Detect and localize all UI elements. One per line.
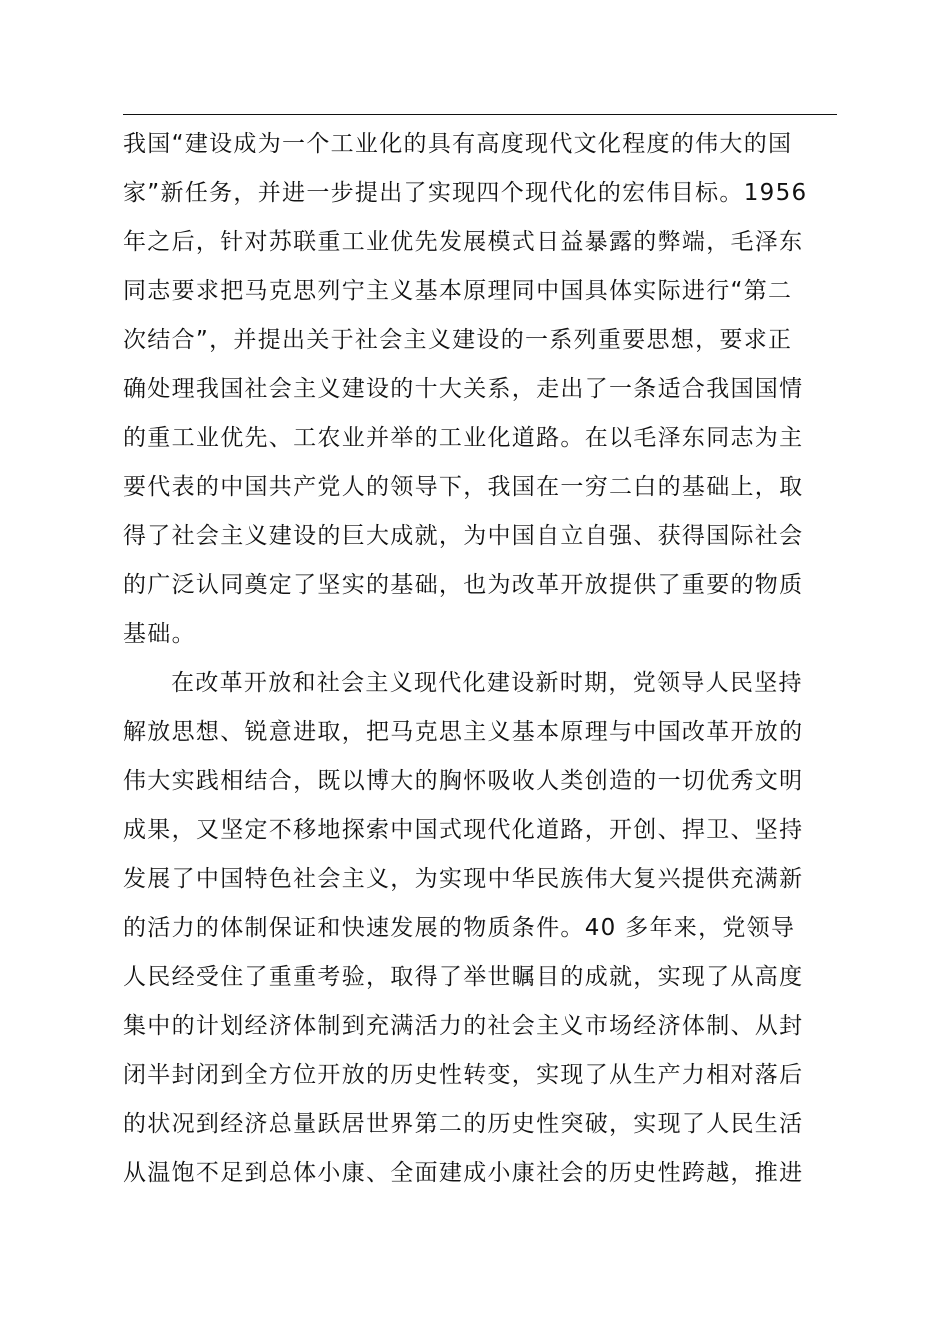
text-line: 确处理我国社会主义建设的十大关系，走出了一条适合我国国情 — [123, 376, 804, 402]
text-line: 同志要求把马克思列宁主义基本原理同中国具体实际进行“第二 — [123, 278, 793, 304]
text-line: 解放思想、锐意进取，把马克思主义基本原理与中国改革开放的 — [123, 719, 804, 745]
text-line: 的重工业优先、工农业并举的工业化道路。在以毛泽东同志为主 — [123, 425, 804, 451]
text-line: 次结合”，并提出关于社会主义建设的一系列重要思想，要求正 — [123, 327, 793, 353]
text-line: 从温饱不足到总体小康、全面建成小康社会的历史性跨越，推进 — [123, 1160, 804, 1186]
text-line-indented: 在改革开放和社会主义现代化建设新时期，党领导人民坚持 — [171, 670, 803, 696]
text-line: 成果，又坚定不移地探索中国式现代化道路，开创、捍卫、坚持 — [123, 817, 804, 843]
text-line: 年之后，针对苏联重工业优先发展模式日益暴露的弊端，毛泽东 — [123, 229, 804, 255]
text-line: 的广泛认同奠定了坚实的基础，也为改革开放提供了重要的物质 — [123, 572, 804, 598]
text-line: 家”新任务，并进一步提出了实现四个现代化的宏伟目标。1956 — [123, 180, 808, 206]
text-line: 的活力的体制保证和快速发展的物质条件。40 多年来，党领导 — [123, 915, 796, 941]
text-line: 发展了中国特色社会主义，为实现中华民族伟大复兴提供充满新 — [123, 866, 804, 892]
paragraph-2 — [123, 659, 843, 1198]
text-line: 基础。 — [123, 621, 196, 647]
text-line: 人民经受住了重重考验，取得了举世瞩目的成就，实现了从高度 — [123, 964, 804, 990]
text-line: 闭半封闭到全方位开放的历史性转变，实现了从生产力相对落后 — [123, 1062, 804, 1088]
text-line: 的状况到经济总量跃居世界第二的历史性突破，实现了人民生活 — [123, 1111, 804, 1137]
header-rule — [123, 114, 837, 115]
text-line: 伟大实践相结合，既以博大的胸怀吸收人类创造的一切优秀文明 — [123, 768, 804, 794]
text-line: 要代表的中国共产党人的领导下，我国在一穷二白的基础上，取 — [123, 474, 804, 500]
text-line: 得了社会主义建设的巨大成就，为中国自立自强、获得国际社会 — [123, 523, 804, 549]
text-line: 集中的计划经济体制到充满活力的社会主义市场经济体制、从封 — [123, 1013, 804, 1039]
text-line: 我国“建设成为一个工业化的具有高度现代文化程度的伟大的国 — [123, 131, 793, 157]
document-body — [123, 120, 843, 1198]
paragraph-1 — [123, 120, 843, 659]
